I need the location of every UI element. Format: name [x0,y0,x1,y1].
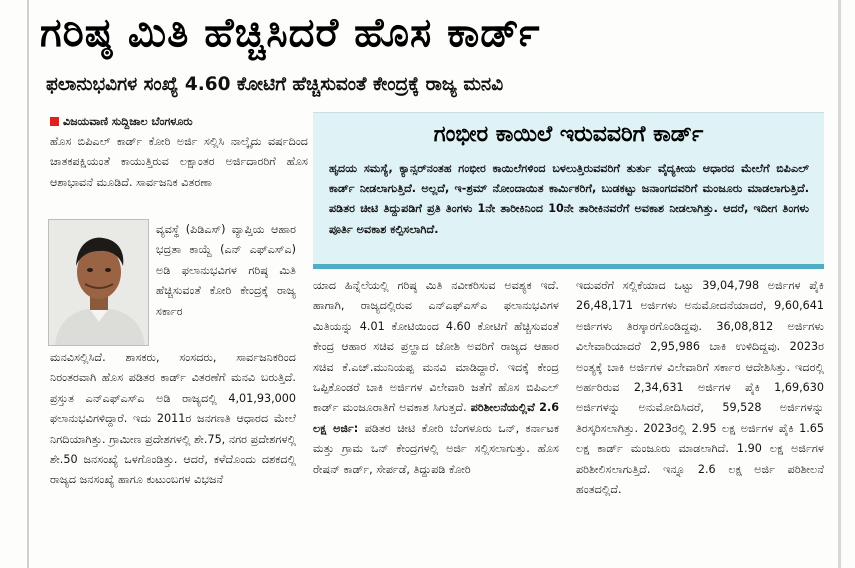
sidebar-box-body: ಹೃದಯ ಸಮಸ್ಯೆ, ಕ್ಯಾನ್ಸರ್‌ನಂತಹ ಗಂಭೀರ ಕಾಯಿಲೆಗಳಿಂದ ಬಳಲುತ್ತಿರುವವರಿಗೆ ತುರ್ತು ವೈದ್ಯಕೀಯ ಆಧಾರದ ಮೇಲೆಗೆ ಬಿಪಿಎಲ್ ಕಾರ್ಡ್ ನೀಡಲಾಗುತ್ತಿದೆ. ಅಲ್ಲದೆ, ಇ-ಶ್ರಮ್ ನೋಂದಾಯಿತ ಕಾರ್ಮಿಕರಿಗೆ, ಬುಡಕಟ್ಟು ಜನಾಂಗದವರಿಗೆ ಮಂಜೂರು ಮಾಡಲಾಗುತ್ತಿದೆ. ಪಡಿತರ ಚೀಟಿ ತಿದ್ದುಪಡಿಗೆ ಪ್ರತಿ ತಿಂಗಳು 1ನೇ ತಾರೀಕಿನಿಂದ 10ನೇ ತಾರೀಕಿನವರೆಗೆ ಅವಕಾಶ ನೀಡಲಾಗಿತ್ತು. ಆದರೆ, ಇದೀಗ ತಿಂಗಳು ಪೂರ್ತಿ ಅವಕಾಶ ಕಲ್ಪಿಸಲಾಗಿದೆ. [329,162,809,236]
column1-intro: ಹೊಸ ಬಿಪಿಎಲ್ ಕಾರ್ಡ್ ಕೋರಿ ಅರ್ಜಿ ಸಲ್ಲಿಸಿ ನಾಲ್ಕೈದು ವರ್ಷದಿಂದ ಚಾತಕಪಕ್ಷಿಯಂತೆ ಕಾಯುತ್ತಿರುವ ಲಕ್ಷಾಂತರ ಅರ್ಜಿದಾರರಿಗೆ ಹೊಸ ಆಶಾಭಾವನೆ ಮೂಡಿದೆ. ಸಾರ್ವಜನಿಕ ವಿತರಣಾ [50,135,308,189]
headline: ಗರಿಷ್ಠ ಮಿತಿ ಹೆಚ್ಚಿಸಿದರೆ ಹೊಸ ಕಾರ್ಡ್ [40,10,541,56]
byline-text: ವಿಜಯವಾಣಿ ಸುದ್ದಿಜಾಲ ಬೆಂಗಳೂರು [63,115,193,128]
column1-continued: ಮನವಿಸಲ್ಲಿಸಿದೆ. ಶಾಸಕರು, ಸಂಸದರು, ಸಾರ್ವಜನಿಕರಿಂದ ನಿರಂತರವಾಗಿ ಹೊಸ ಪಡಿತರ ಕಾರ್ಡ್ ವಿತರಣೆಗೆ ಮನವಿ ಬರುತ್ತಿದೆ. ಪ್ರಸ್ತುತ ಎನ್ಎಫ್ಎಸ್ಎ ಅಡಿ ರಾಜ್ಯದಲ್ಲಿ 4,01,93,000 ಫಲಾನುಭವಿಗಳಿದ್ದಾರೆ. ಇದು 2011ರ ಜನಗಣತಿ ಆಧಾರದ ಮೇಲೆ ನಿಗದಿಯಾಗಿತ್ತು. ಗ್ರಾಮೀಣ ಪ್ರದೇಶಗಳಲ್ಲಿ ಶೇ.75, ನಗರ ಪ್ರದೇಶಗಳಲ್ಲಿ ಶೇ.50 ಜನಸಂಖ್ಯೆ ಒಳಗೊಂಡಿತ್ತು. ಆದರೆ, ಕಳೆದೊಂದು ದಶಕದಲ್ಲಿ ರಾಜ್ಯದ ಜನಸಂಖ್ಯೆ ಹಾಗೂ ಕುಟುಂಬಗಳ ವಿಭಜನೆ [50,351,296,487]
sidebar-box [313,112,824,264]
minister-photo [48,219,149,346]
column2-subhead: ಪರಿಶೀಲನೆಯಲ್ಲಿವೆ 2.6 ಲಕ್ಷ ಅರ್ಜಿ: [313,401,559,435]
right-margin-rule [838,0,841,568]
column3: ಇದುವರೆಗೆ ಸಲ್ಲಿಕೆಯಾದ ಒಟ್ಟು 39,04,798 ಅರ್ಜಿಗಳ ಪೈಕಿ 26,48,171 ಅರ್ಜಿಗಳು ಅನುಮೋದನೆಯಾದರೆ, 9,60,641 ಅರ್ಜಿಗಳು ತಿರಸ್ಕಾರಗೊಂಡಿದ್ದವು. 36,08,812 ಅರ್ಜಿಗಳು ವಿಲೇವಾರಿಯಾದರೆ 2,95,986 ಬಾಕಿ ಉಳಿದಿದ್ದವು. 2023ರ ಅಂತ್ಯಕ್ಕೆ ಬಾಕಿ ಅರ್ಜಿಗಳ ವಿಲೇವಾರಿಗೆ ಸರ್ಕಾರ ಆದೇಶಿಸಿತ್ತು. ಇದರಲ್ಲಿ ಅರ್ಹರಿರುವ 2,34,631 ಅರ್ಜಿಗಳ ಪೈಕಿ 1,69,630 ಅರ್ಜಿಗಳನ್ನು ಅನುಮೋದಿಸಿದರೆ, 59,528 ಅರ್ಜಿಗಳನ್ನು ತಿರಸ್ಕರಿಸಲಾಗಿತ್ತು. 2023ರಲ್ಲಿ 2.95 ಲಕ್ಷ ಅರ್ಜಿಗಳ ಪೈಕಿ 1.65 ಲಕ್ಷ ಕಾರ್ಡ್ ಮಂಜೂರು ಮಾಡಲಾಗಿದೆ. 1.90 ಲಕ್ಷ ಅರ್ಜಿಗಳ ಪರಿಶೀಲಿಸಲಾಗುತ್ತಿದೆ. ಇನ್ನೂ 2.6 ಲಕ್ಷ ಅರ್ಜಿ ಪರಿಶೀಲನೆ ಹಂತದಲ್ಲಿದೆ. [576,279,824,497]
column2-text-b: ಪಡಿತರ ಚೀಟಿ ಕೋರಿ ಬೆಂಗಳೂರು ಒನ್, ಕರ್ನಾಟಕ ಮತ್ತು ಗ್ರಾಮ ಒನ್ ಕೇಂದ್ರಗಳಲ್ಲಿ ಅರ್ಜಿ ಸಲ್ಲಿಸಲಾಗುತ್ತು. ಹೊಸ ರೇಷನ್ ಕಾರ್ಡ್, ಸೇರ್ಪಡೆ, ತಿದ್ದುಪಡಿ ಕೋರಿ [313,421,559,476]
column2 [313,276,559,546]
column2-text-a: ಯಾದ ಹಿನ್ನೆಲೆಯಲ್ಲಿ ಗರಿಷ್ಠ ಮಿತಿ ನವೀಕರಿಸುವ ಅವಶ್ಯಕ ಇದೆ. ಹಾಗಾಗಿ, ರಾಜ್ಯದಲ್ಲಿರುವ ಎನ್ಎಫ್ಎಸ್ಎ ಫಲಾನುಭವಿಗಳ ಮಿತಿಯನ್ನು 4.01 ಕೋಟಿಯಿಂದ 4.60 ಕೋಟಿಗೆ ಹೆಚ್ಚಿಸುವಂತೆ ಕೇಂದ್ರ ಆಹಾರ ಸಚಿವ ಪ್ರಲ್ಹಾದ ಜೋಶಿ ಅವರಿಗೆ ರಾಜ್ಯದ ಆಹಾರ ಸಚಿವ ಕೆ.ಎಚ್.ಮುನಿಯಪ್ಪ ಮನವಿ ಮಾಡಿದ್ದಾರೆ. ಇದಕ್ಕೆ ಕೇಂದ್ರ ಒಪ್ಪಿಕೊಂಡರೆ ಬಾಕಿ ಅರ್ಜಿಗಳ ವಿಲೇವಾರಿ ಜತೆಗೆ ಹೊಸ ಬಿಪಿಎಲ್ ಕಾರ್ಡ್ ಮಂಜೂರಾತಿಗೆ ಅವಕಾಶ ಸಿಗುತ್ತದೆ. [313,279,559,415]
sidebar-box-title: ಗಂಭೀರ ಕಾಯಿಲೆ ಇರುವವರಿಗೆ ಕಾರ್ಡ್ [433,122,704,147]
left-margin-rule [27,0,29,568]
byline [50,112,308,132]
column1-beside-photo: ವ್ಯವಸ್ಥೆ (ಪಿಡಿಎಸ್) ವ್ಯಾಪ್ತಿಯ ಆಹಾರ ಭದ್ರತಾ ಕಾಯ್ದೆ (ಎನ್ ಎಫ್ಎಸ್ಎ) ಅಡಿ ಫಲಾನುಭವಿಗಳ ಗರಿಷ್ಠ ಮಿತಿ ಹೆಚ್ಚಿಸುವಂತೆ ಕೋರಿ ಕೇಂದ್ರಕ್ಕೆ ರಾಜ್ಯ ಸರ್ಕಾರ [156,223,296,318]
sidebar-box-underline [313,264,824,269]
byline-bullet-icon [50,117,59,126]
portrait-icon [49,220,149,346]
subheadline: ಫಲಾನುಭವಿಗಳ ಸಂಖ್ಯೆ 4.60 ಕೋಟಿಗೆ ಹೆಚ್ಚಿಸುವಂತೆ ಕೇಂದ್ರಕ್ಕೆ ರಾಜ್ಯ ಮನವಿ [46,74,504,95]
